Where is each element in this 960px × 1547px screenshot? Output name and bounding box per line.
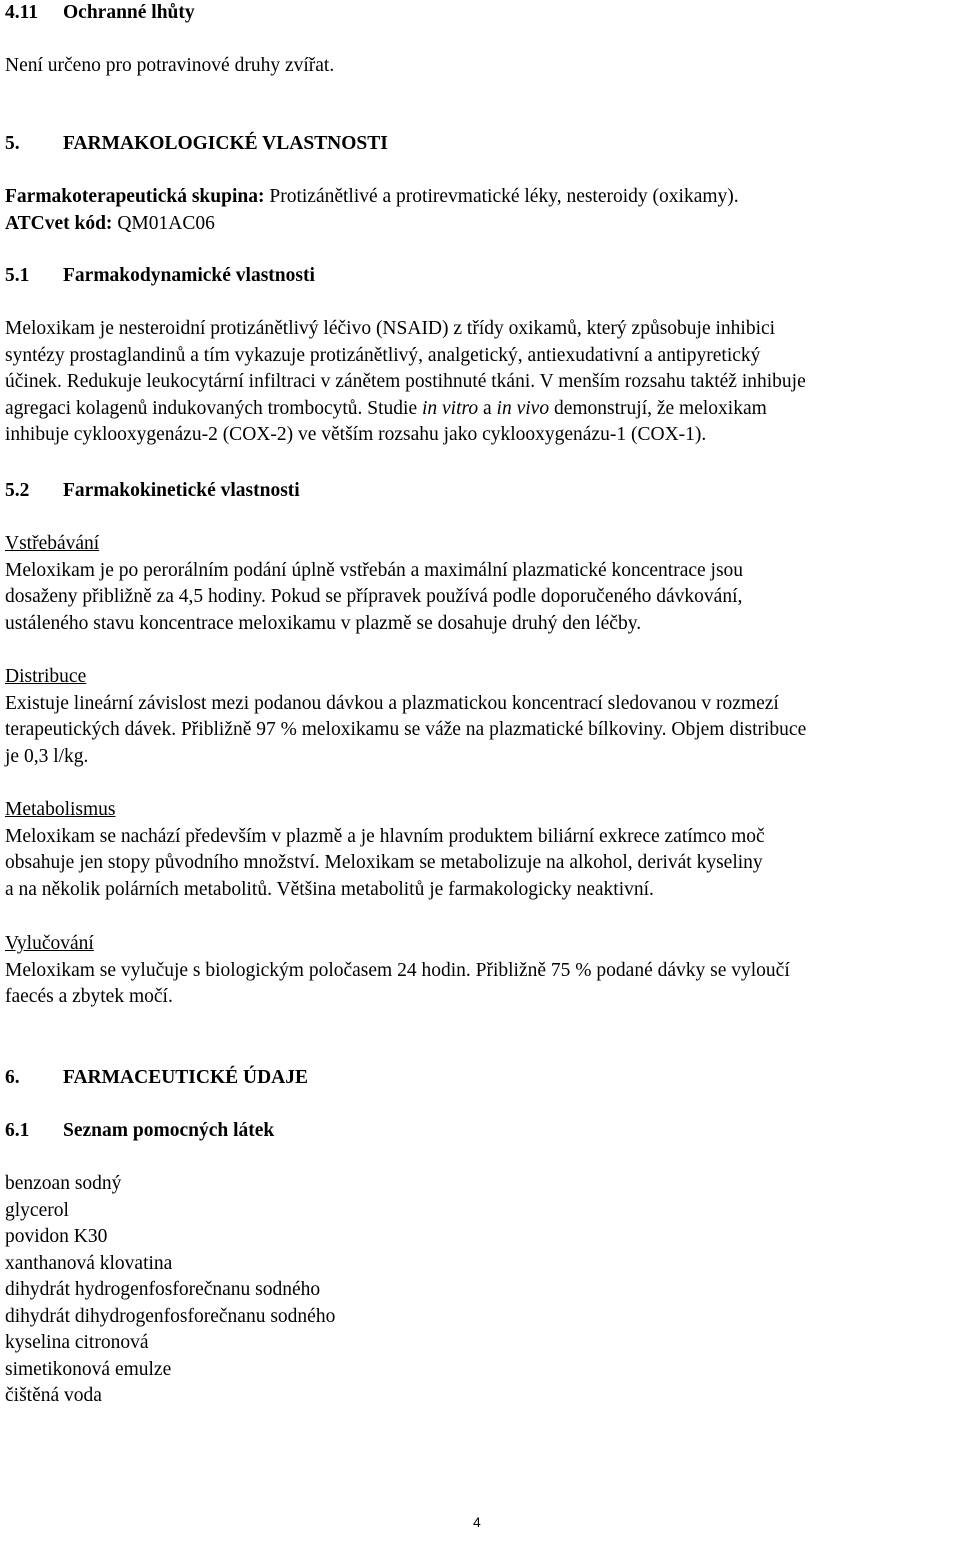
paragraph-line: ustáleného stavu koncentrace meloxikamu v plazmě se dosahuje druhý den léčby. [5,612,642,634]
paragraph-line: Meloxikam je po perorálním podání úplně vstřebán a maximální plazmatické koncentrace jsou [5,559,744,581]
list-item: xanthanová klovatina [5,1252,173,1274]
section-5-1-paragraph [5,316,955,449]
section-5-1-heading [5,263,955,290]
pharmacotherapeutic-group [5,184,955,237]
list-item: benzoan sodný [5,1173,122,1194]
section-5-2-heading [5,478,955,505]
section-number: 4.11 [5,2,39,23]
paragraph-line: Existuje lineární závislost mezi podanou dávkou a plazmatickou koncentrací sledovanou v rozmezí [5,692,779,714]
line-part: agregaci kolagenů indukovaných trombocytů. [5,397,363,419]
paragraph-line [5,396,955,423]
paragraph-line: účinek. Redukuje leukocytární infiltraci v zánětem postihnuté tkáni. V menším rozsahu taktéž inhibuje [5,371,806,392]
section-title: Seznam pomocných látek [63,1120,275,1141]
paragraph-line: obsahuje jen stopy původního množství. Meloxikam se metabolizuje na alkohol, derivát kyseliny [5,852,763,873]
section-4-11-heading [5,0,955,27]
line-part: Studie [362,397,422,419]
section-title: FARMAKOLOGICKÉ VLASTNOSTI [63,133,388,154]
list-item: kyselina citronová [5,1332,149,1353]
paragraph-line: inhibuje cyklooxygenázu-2 (COX-2) ve větším rozsahu jako cyklooxygenázu-1 (COX-1). [5,424,707,445]
list-item: povidon K30 [5,1226,108,1247]
paragraph-line: Meloxikam se nachází především v plazmě a je hlavním produktem biliární exkrece zatímco moč [5,825,765,847]
section-title: FARMACEUTICKÉ ÚDAJE [63,1067,309,1088]
elimination-heading: Vylučování [5,933,94,954]
group-label: Farmakoterapeutická skupina: [5,186,265,207]
excipients-list [5,1171,955,1410]
section-title: Farmakodynamické vlastnosti [63,265,315,286]
distribution-block [5,664,955,770]
in-vitro-term: in vitro [421,397,479,419]
paragraph-line: syntézy prostaglandinů a tím vykazuje protizánětlivý, analgetický, antiexudativní a antipyretický [5,344,761,366]
section-5-heading [5,131,955,158]
line-part: a [478,397,497,419]
paragraph-line: Meloxikam je nesteroidní protizánětlivý léčivo (NSAID) z třídy oxikamů, který způsobuje inhibici [5,318,776,339]
distribution-heading: Distribuce [5,666,87,687]
paragraph-line: dosaženy přibližně za 4,5 hodiny. Pokud se přípravek používá podle doporučeného dávkování, [5,586,743,607]
section-4-11-text: Není určeno pro potravinové druhy zvířat. [5,55,335,76]
absorption-block [5,531,955,637]
page-number: 4 [473,1514,481,1530]
section-number: 5. [5,133,20,154]
section-6-heading [5,1065,955,1092]
paragraph-line: faecés a zbytek močí. [5,986,173,1007]
in-vivo-term: in vivo [496,397,550,419]
list-item: dihydrát dihydrogenfosforečnanu sodného [5,1305,336,1327]
line-part: demonstrují, že meloxikam [549,397,767,419]
section-number: 5.2 [5,480,30,501]
list-item: simetikonová emulze [5,1358,172,1380]
section-6-1-heading [5,1118,955,1145]
elimination-block [5,931,955,1011]
section-title: Farmakokinetické vlastnosti [63,480,300,501]
section-title: Ochranné lhůty [63,2,195,23]
paragraph-line: a na několik polárních metabolitů. Většina metabolitů je farmakologicky neaktivní. [5,878,654,900]
list-item: čištěná voda [5,1385,102,1406]
paragraph-line: je 0,3 l/kg. [5,745,89,767]
section-number: 6.1 [5,1120,30,1141]
group-value: Protizánětlivé a protirevmatické léky, nesteroidy (oxikamy). [264,186,739,207]
list-item: glycerol [5,1199,69,1221]
paragraph-line: Meloxikam se vylučuje s biologickým poločasem 24 hodin. Přibližně 75 % podané dávky se vyloučí [5,959,790,981]
section-number: 6. [5,1067,20,1088]
list-item: dihydrát hydrogenfosforečnanu sodného [5,1279,321,1300]
atc-value: QM01AC06 [112,212,215,234]
section-number: 5.1 [5,265,30,286]
atc-label: ATCvet kód: [5,212,113,234]
paragraph-line: terapeutických dávek. Přibližně 97 % meloxikamu se váže na plazmatické bílkoviny. Objem distribuce [5,719,807,740]
absorption-heading: Vstřebávání [5,533,100,554]
metabolism-block [5,797,955,903]
metabolism-heading: Metabolismus [5,799,116,820]
